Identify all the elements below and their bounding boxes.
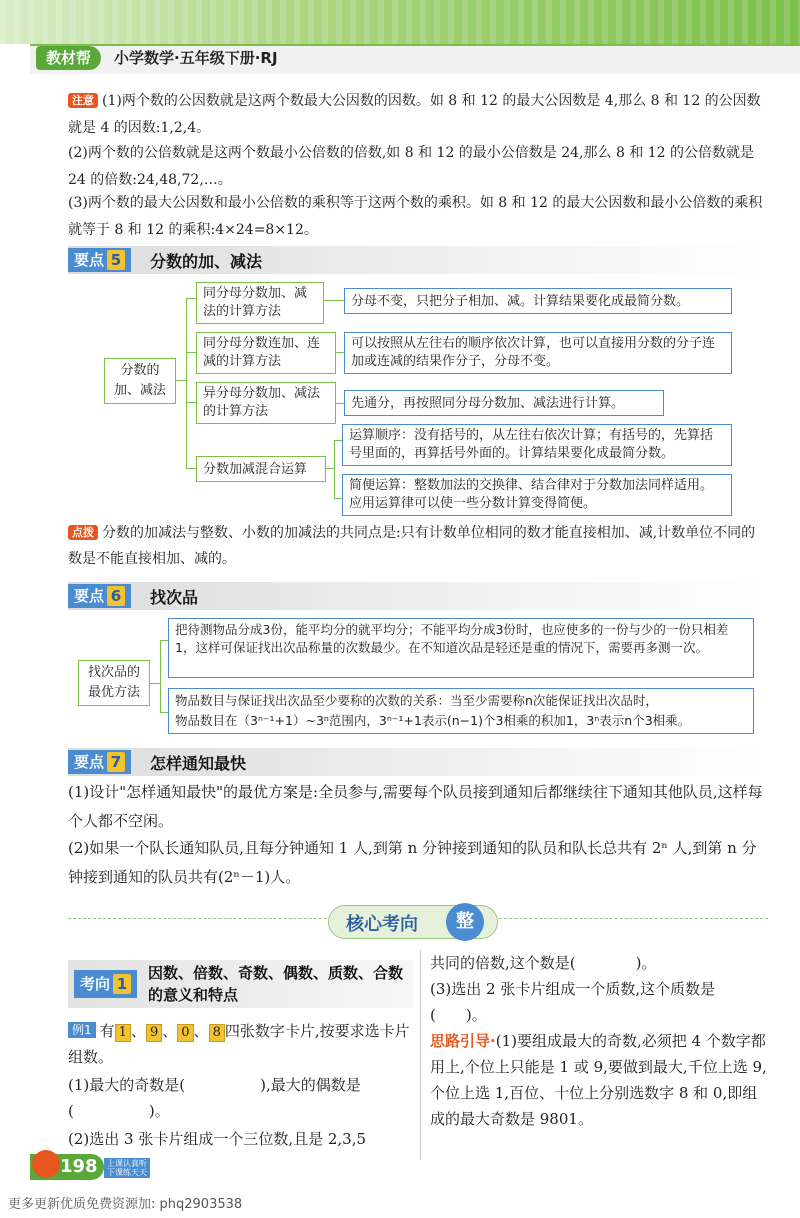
note-1-text: (1)两个数的公因数就是这两个数最大公因数的因数。如 8 和 12 的最大公因数是 4,那么 8 和 12 的公因数就是 4 的因数:1,2,4。 <box>68 93 761 136</box>
sec7-para-1: (1)设计"怎样通知最快"的最优方案是:全员参与,需要每个队员接到通知后都继续往下通知其他队员,这样每个人都不空闲。 <box>68 783 763 830</box>
connector <box>150 683 160 684</box>
tip-text: 分数的加减法与整数、小数的加减法的共同点是:只有计数单位相同的数才能直接相加、减,计数单位不同的数是不能直接相加、减的。 <box>68 525 756 567</box>
section-number: 7 <box>107 752 125 772</box>
note-2: (2)两个数的公倍数就是这两个数最小公倍数的倍数,如 8 和 12 的最小公倍数是 24,那么 8 和 12 的公倍数就是 24 的倍数:24,48,72,…。 <box>68 145 755 188</box>
connector <box>336 352 344 353</box>
question-1: (1)最大的奇数是( ),最大的偶数是( )。 <box>68 1076 361 1120</box>
connector <box>334 440 335 498</box>
question-3: (3)选出 2 张卡片组成一个质数,这个质数是( )。 <box>430 980 716 1024</box>
guide-label: 思路引导 <box>430 1032 491 1050</box>
connector <box>186 468 196 469</box>
section-6-header <box>68 582 768 610</box>
mindmap-root: 找次品的最优方法 <box>78 660 150 706</box>
kaoxiang-key: 考向 1 <box>74 970 137 998</box>
section-7-header <box>68 748 768 776</box>
number-card: 1 <box>115 1024 131 1042</box>
section-title: 找次品 <box>150 588 199 607</box>
book-title: 小学数学·五年级下册·RJ <box>114 49 278 67</box>
connector <box>186 402 196 403</box>
number-card: 0 <box>177 1024 193 1042</box>
note-3: (3)两个数的最大公因数和最小公倍数的乘积等于这两个数的乘积。如 8 和 12 的最大公因数和最小公倍数的乘积就等于 8 和 12 的乘积:4×24=8×12。 <box>68 195 763 238</box>
section-key: 要点 6 <box>68 584 131 608</box>
branch-3-desc: 先通分，再按照同分母分数加、减法进行计算。 <box>344 390 664 416</box>
branch-4-desc-2: 简便运算：整数加法的交换律、结合律对于分数加法同样适用。应用运算律可以使一些分数计算变得简便。 <box>342 474 732 516</box>
footer-note: 更多更新优质免费资源加: phq2903538 <box>8 1197 243 1212</box>
tip-note <box>68 520 768 572</box>
section-5-header <box>68 246 768 274</box>
mascot-icon <box>32 1150 60 1178</box>
page-slogan: 上课认真听 下课练天天 <box>104 1158 150 1178</box>
note-1 <box>68 88 768 142</box>
branch-3: 异分母分数加、减法的计算方法 <box>196 382 336 424</box>
mindmap-root: 分数的加、减法 <box>104 358 176 404</box>
header-band <box>0 0 800 44</box>
find-defect-desc-2a: 物品数目与保证找出次品至少要称的次数的关系：当至少需要称n次能保证找出次品时， <box>175 693 658 708</box>
kaoxiang-title: 因数、倍数、奇数、偶数、质数、合数的意义和特点 <box>148 964 404 1004</box>
tip-tag: 点拨 <box>68 525 98 540</box>
connector <box>160 640 161 712</box>
branch-4: 分数加减混合运算 <box>196 456 326 482</box>
find-defect-desc-1: 把待测物品分成3份，能平均分的就平均分；不能平均分成3份时，也应使多的一份与少的一份只相差1，这样可保证找出次品称量的次数最少。在不知道次品是轻还是重的情况下，需要再多测一次。 <box>168 618 754 678</box>
kaoxiang-1-header <box>68 960 413 1008</box>
example-1: 例1 有 1 、 9 、 0 、 8 四张数字卡片,按要求选卡片组数。 <box>68 1022 410 1066</box>
section-title: 分数的加、减法 <box>150 252 263 271</box>
connector <box>176 380 186 381</box>
connector <box>326 468 334 469</box>
page-number: 198 <box>30 1154 104 1180</box>
connector <box>186 352 196 353</box>
connector <box>336 403 344 404</box>
question-2-cont: 共同的倍数,这个数是( )。 <box>430 954 657 972</box>
section-number: 6 <box>107 586 125 606</box>
sec7-para-2: (2)如果一个队长通知队员,且每分钟通知 1 人,到第 n 分钟接到通知的队员和队长总共有 2ⁿ 人,到第 n 分钟接到通知的队员共有(2ⁿ－1)人。 <box>68 839 757 886</box>
connector <box>160 712 168 713</box>
kaoxiang-number: 1 <box>113 974 131 994</box>
guide-text: (1)要组成最大的奇数,必须把 4 个数字都用上,个位上只能是 1 或 9,要做到最大,千位上选 9,个位上选 1,百位、十位上分别选数字 8 和 0,即组成的最大奇数是 9801。 <box>430 1032 767 1128</box>
number-card: 9 <box>146 1024 162 1042</box>
column-divider <box>420 950 421 1160</box>
section-key: 要点 7 <box>68 750 131 774</box>
branch-2: 同分母分数连加、连减的计算方法 <box>196 332 336 374</box>
number-card: 8 <box>209 1024 225 1042</box>
section-number: 5 <box>107 250 125 270</box>
connector <box>186 298 196 299</box>
brand-badge: 教材帮 <box>36 46 101 70</box>
connector <box>334 498 342 499</box>
question-2: (2)选出 3 张卡片组成一个三位数,且是 2,3,5 <box>68 1130 367 1148</box>
connector <box>324 300 344 301</box>
find-defect-desc-2b: 物品数目在（3ⁿ⁻¹+1）~3ⁿ范围内，3ⁿ⁻¹+1表示(n−1)个3相乘的积加1，3ⁿ表示n个3相乘。 <box>175 713 691 728</box>
branch-1-desc: 分母不变，只把分子相加、减。计算结果要化成最简分数。 <box>344 288 732 314</box>
branch-2-desc: 可以按照从左往右的顺序依次计算，也可以直接用分数的分子连加或连减的结果作分子，分母不变。 <box>344 332 732 374</box>
branch-1: 同分母分数加、减法的计算方法 <box>196 282 324 324</box>
connector <box>334 440 342 441</box>
branch-4-desc-1: 运算顺序：没有括号的，从左往右依次计算；有括号的，先算括号里面的，再算括号外面的。计算结果要化成最简分数。 <box>342 424 732 466</box>
section-title: 怎样通知最快 <box>150 754 247 773</box>
guide: 思路引导·(1)要组成最大的奇数,必须把 4 个数字都用上,个位上只能是 1 或 9,要做到最大,千位上选 9,个位上选 1,百位、十位上分别选数字 8 和 0,即组成的最大奇数是 9801。 <box>430 1032 767 1128</box>
core-title: 核心考向 <box>346 914 418 935</box>
example-tag: 例1 <box>68 1022 96 1038</box>
section-key: 要点 5 <box>68 248 131 272</box>
connector <box>186 298 187 468</box>
connector <box>160 640 168 641</box>
find-defect-desc-2 <box>168 688 754 734</box>
core-circle: 整 <box>446 903 484 941</box>
note-tag: 注意 <box>68 93 98 108</box>
